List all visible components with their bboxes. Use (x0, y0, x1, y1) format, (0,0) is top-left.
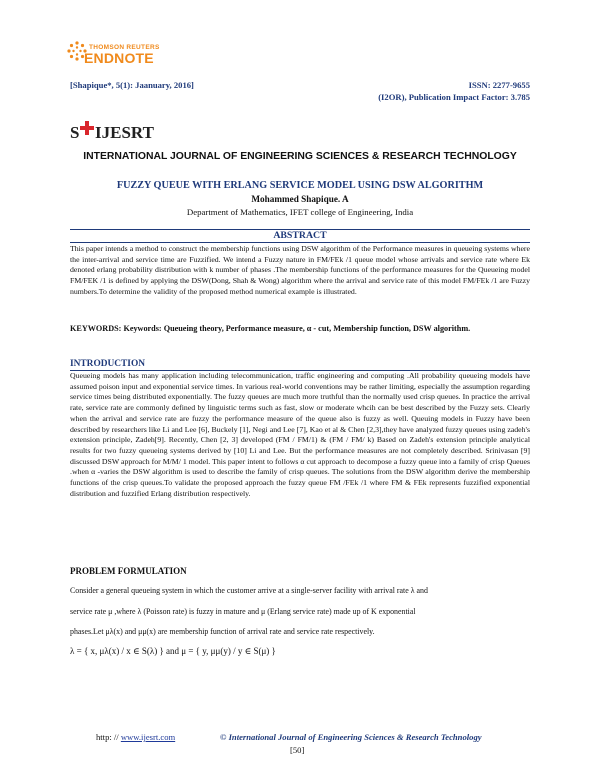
abstract-body: This paper intends a method to construct the membership functions using DSW algorithm of the Performance measures in queueing systems where the inter-arrival and service time are Fuzzified. We intend a Fuzzy nature in FM/FEk /1 queue model whose arrivals and service rate where Ek denoted erlang probability distribution with k number of phases .The membership functions of the performance measures for the Queueing model FM/FEK /1 is defined by applying the DSW(Dong, Shah & Wong) algorithm where the arrival and service rate of this model FM/FEk /1 are Fuzzy numbers.To determine the validity of the proposed method numerical example is illustrated. (70, 244, 530, 296)
problem-line-3: phases.Let μλ(x) and μμ(x) are membership function of arrival rate and service rate respectively. (70, 627, 375, 636)
logo-product-line: ENDNOTE (84, 50, 154, 66)
abstract-heading: ABSTRACT (70, 229, 530, 243)
formula: λ = { x, μλ(x) / x ∈ S(λ) } and μ = { y, μμ(y) / y ∈ S(μ) } (70, 646, 276, 656)
logo-publisher-line: THOMSON REUTERS (89, 44, 160, 51)
journal-name: INTERNATIONAL JOURNAL OF ENGINEERING SCIENCES & RESEARCH TECHNOLOGY (83, 151, 517, 162)
footer-url-prefix: http: // (96, 732, 121, 742)
page-number: [50] (290, 745, 305, 755)
keywords: KEYWORDS: Keywords: Queueing theory, Performance measure, α - cut, Membership function, DSW algorithm. (70, 324, 471, 333)
footer-url (96, 732, 175, 742)
brand-s: S (70, 123, 80, 142)
impact-factor: (I2OR), Publication Impact Factor: 3.785 (378, 91, 530, 102)
author: Mohammed Shapique. A (251, 194, 349, 204)
endnote-logo (66, 38, 196, 72)
issn-header (378, 80, 530, 103)
affiliation: Department of Mathematics, IFET college of Engineering, India (186, 207, 414, 217)
paper-title: FUZZY QUEUE WITH ERLANG SERVICE MODEL USING DSW ALGORITHM (116, 180, 484, 191)
plus-icon (80, 121, 94, 135)
issn: ISSN: 2277-9655 (468, 80, 530, 90)
problem-line-2: service rate μ ,where λ (Poisson rate) is fuzzy in mature and μ (Erlang service rate) made up of K exponential (70, 607, 416, 616)
citation-header: [Shapique*, 5(1): Jaanuary, 2016] (70, 80, 194, 90)
introduction-heading: INTRODUCTION (70, 359, 530, 371)
problem-line-1: Consider a general queueing system in which the customer arrive at a single-server facility with arrival rate λ and (70, 586, 428, 595)
website-link[interactable]: www.ijesrt.com (120, 732, 176, 742)
brand-name: IJESRT (95, 123, 154, 142)
introduction-body: Queueing models has many application including telecommunication, traffic engineering and computing .All probability queueing models have assumed poison input and exponential service times. In various real-world conventions may be rather limiting, especially the assumption regarding service times being distributed exponentially. The fuzzy queues are much more truthful than the normally used crisp queues. In practice the arrival rate, service rate are commonly defined by linguistic terms such as fast, slow or moderate whcih can be best described by the Fuzzy sets. Clearly when the arrival and service rate are fuzzy the performance measure of the queue also is fuzzy as well. Queuing models in Fuzzy have been described by researchers like Li and Lee [6], Buckely [1], Negi and Lee [7], Kao et al & Chen [2,3],they have analyzed fuzzy queues using zadeh's extension principle, Zadeh[9]. Recently, Chen [2, 3] developed (FM / FM/1) & (FM / FM/ k) Based on Zadeh's extension principle analytical results for two fuzzy queueing systems derived by [10] Li and Lee. But the performance measures are not completely described. Srinivasan [9] discussed DSW approach for M/M/ 1 model. This paper intent to follows α cut approach to decompose a fuzzy queue into a family of crisp Queues .when α -varies the DSW algorithm is used to describe the family of crisp queues. The solutions from the DSW algorithm derive the membership functions of the crisp queues.To validate the proposed approach the fuzzy queue FM /FEk /1 where FM & FEk represents fuzzified exponential distribution and fuzzified Erlang distribution respectively. (70, 371, 530, 498)
footer-copyright: © International Journal of Engineering Sciences & Research Technology (220, 732, 482, 742)
problem-formulation-heading: PROBLEM FORMULATION (70, 566, 187, 576)
